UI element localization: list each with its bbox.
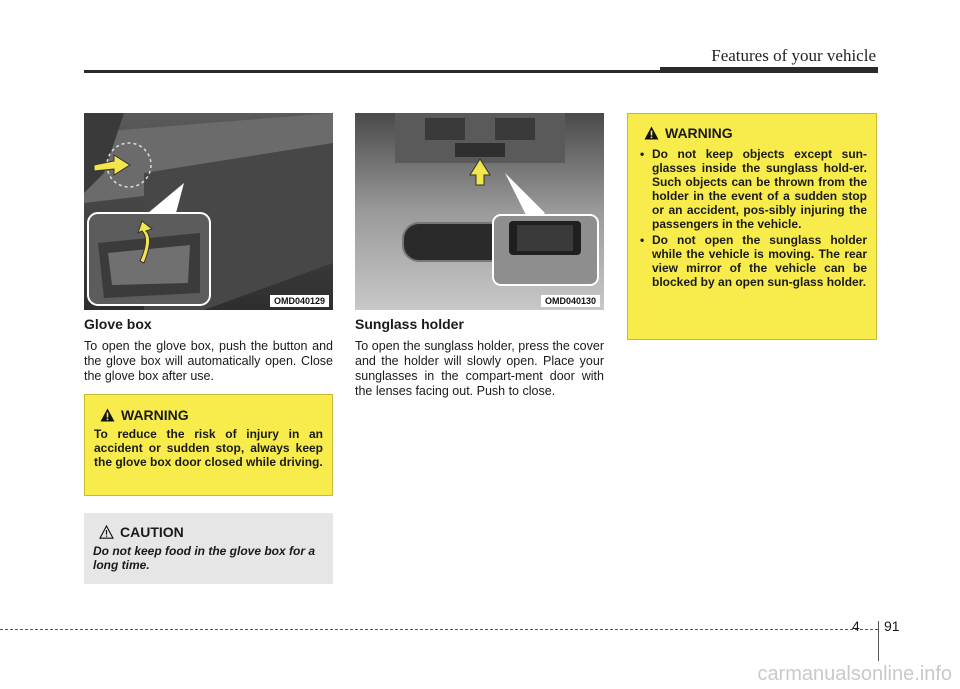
warning-text: To reduce the risk of injury in an accident or sudden stop, always keep the glove box door closed while driving. <box>94 427 323 469</box>
right-warning-list <box>638 147 867 289</box>
caution-triangle-icon <box>99 525 114 539</box>
caution-title: CAUTION <box>120 524 184 540</box>
list-item: • Do not open the sunglass holder while the vehicle is moving. The rear view mirror of the vehicle can be blocked by an open sun-glass holder. <box>638 233 867 289</box>
glove-box-warning-box <box>84 394 333 496</box>
glove-box-body: To open the glove box, push the button and the glove box will automatically open. Close the glove box after use. <box>84 339 333 383</box>
warning-header <box>94 407 323 423</box>
list-item: • Do not keep objects except sun-glasses inside the sunglass hold-er. Such objects can be thrown from the holder in the event of a sudden stop or an accident, pos-sibly injuring the passengers in the vehicle. <box>638 147 867 231</box>
caution-text: Do not keep food in the glove box for a long time. <box>93 544 316 572</box>
footer-rule <box>0 629 878 630</box>
caution-header <box>93 524 324 540</box>
header-title: Features of your vehicle <box>711 46 876 65</box>
glove-box-caution-box <box>84 513 333 584</box>
right-warning-header <box>638 125 867 141</box>
sunglass-holder-photo <box>355 113 604 310</box>
warning-title: WARNING <box>121 407 189 423</box>
footer-separator <box>878 621 879 661</box>
header-rule-accent <box>660 67 878 72</box>
warning-triangle-icon <box>100 408 115 422</box>
right-warning-title: WARNING <box>665 125 733 141</box>
glove-box-photo <box>84 113 333 310</box>
sunglass-warning-box <box>627 113 877 340</box>
glove-box-heading: Glove box <box>84 316 152 332</box>
warning-triangle-icon <box>644 126 659 140</box>
sunglass-holder-body: To open the sunglass holder, press the cover and the holder will slowly open. Place your sunglasses in the compart-ment door with the lenses facing out. Push to close. <box>355 339 604 398</box>
image-code-glove-box: OMD040129 <box>270 295 329 307</box>
glove-box-section <box>84 316 333 384</box>
watermark: carmanualsonline.info <box>757 663 952 685</box>
sunglass-holder-heading: Sunglass holder <box>355 316 464 332</box>
page-number: 91 <box>884 618 900 634</box>
image-code-sunglass-holder: OMD040130 <box>541 295 600 307</box>
section-number: 4 <box>852 618 860 634</box>
sunglass-holder-section <box>355 316 604 399</box>
